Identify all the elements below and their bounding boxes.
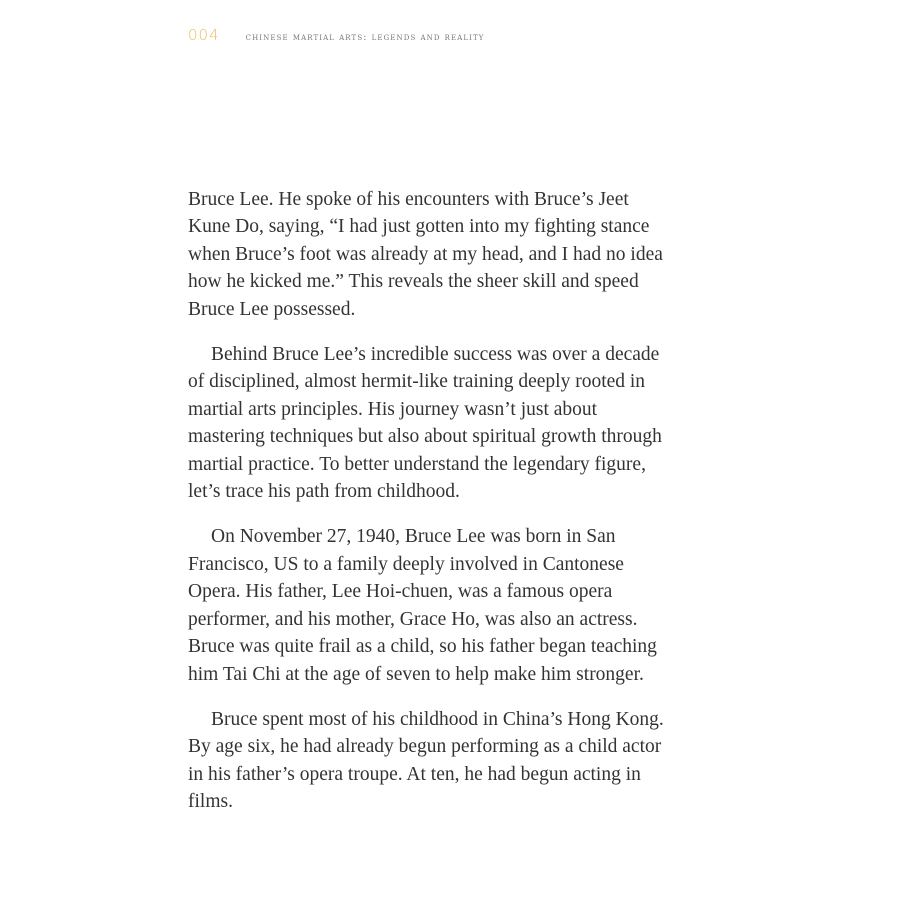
body-text	[188, 186, 668, 834]
paragraph: Bruce spent most of his childhood in China’s Hong Kong. By age six, he had already begun performing as a child actor in his father’s opera troupe. At ten, he had begun acting in films.	[188, 708, 664, 813]
page-number: 004	[188, 26, 220, 44]
paragraph: Behind Bruce Lee’s incredible success was over a decade of disciplined, almost hermit-like training deeply rooted in martial arts principles. His journey wasn’t just about mastering techniques but also about spiritual growth through martial practice. To better understand the legendary figure, let’s trace his path from childhood.	[188, 344, 662, 503]
paragraph: On November 27, 1940, Bruce Lee was born in San Francisco, US to a family deeply involved in Cantonese Opera. His father, Lee Hoi-chuen, was a famous opera performer, and his mother, Grace Ho, was also an actress. Bruce was quite frail as a child, so his father began teaching him Tai Chi at the age of seven to help make him stronger.	[188, 526, 657, 685]
running-title: chinese martial arts: legends and reality	[245, 32, 485, 43]
page-header	[188, 26, 485, 44]
paragraph: Bruce Lee. He spoke of his encounters with Bruce’s Jeet Kune Do, saying, “I had just gotten into my fighting stance when Bruce’s foot was already at my head, and I had no idea how he kicked me.” This reveals the sheer skill and speed Bruce Lee possessed.	[188, 189, 663, 320]
